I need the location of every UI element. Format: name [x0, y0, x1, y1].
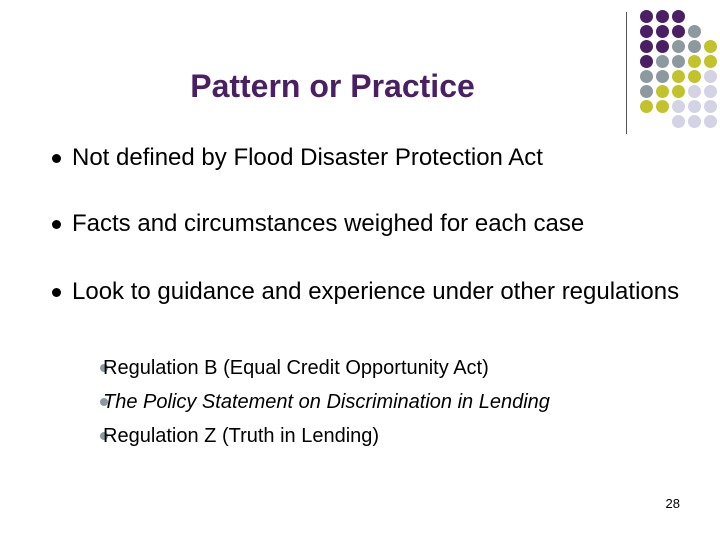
decor-dot: [688, 100, 701, 113]
decor-dot: [672, 10, 685, 23]
decor-dot: [672, 25, 685, 38]
decor-dot: [704, 115, 717, 128]
sub-bullet-text: Regulation B (Equal Credit Opportunity Act): [103, 357, 489, 379]
decor-dot: [640, 25, 653, 38]
decor-dot: [672, 40, 685, 53]
sub-bullet-text: Regulation Z (Truth in Lending): [103, 425, 380, 447]
sub-bullet-text: The Policy Statement on Discrimination in Lending: [103, 391, 550, 413]
decor-dot: [688, 25, 701, 38]
decor-dot: [640, 85, 653, 98]
decor-dot: [704, 70, 717, 83]
decor-dot: [640, 100, 653, 113]
decor-dot: [688, 70, 701, 83]
decor-dot: [640, 10, 653, 23]
decor-dot: [688, 115, 701, 128]
decor-dot: [704, 55, 717, 68]
bullet-dot-icon: [52, 154, 61, 163]
bullet-dot-icon: [52, 220, 61, 229]
dot-grid-icon: [638, 10, 720, 138]
decor-dot: [672, 115, 685, 128]
decor-dot: [704, 40, 717, 53]
decor-dot: [672, 100, 685, 113]
bullet-text: Look to guidance and experience under other regulations: [72, 278, 680, 305]
decor-dot: [672, 70, 685, 83]
decor-dot: [688, 55, 701, 68]
decor-dot: [704, 100, 717, 113]
slide-title: Pattern or Practice: [190, 68, 475, 104]
bullet-text: Not defined by Flood Disaster Protection Act: [72, 144, 543, 171]
bullet-dot-icon: [52, 288, 61, 297]
decor-dot: [656, 10, 669, 23]
decor-dot: [656, 70, 669, 83]
decor-dot: [640, 55, 653, 68]
decor-dot: [672, 55, 685, 68]
page-number: 28: [665, 496, 680, 511]
bullet-text: Facts and circumstances weighed for each case: [72, 210, 585, 237]
decor-dot: [688, 40, 701, 53]
decor-dot: [672, 85, 685, 98]
decor-dot: [656, 25, 669, 38]
decor-dot: [656, 55, 669, 68]
decor-dot: [656, 100, 669, 113]
title-divider: [626, 12, 627, 134]
decor-dot: [704, 85, 717, 98]
decor-dot: [688, 85, 701, 98]
decor-dot: [656, 40, 669, 53]
decor-dot: [640, 70, 653, 83]
decor-dot: [656, 85, 669, 98]
decor-dot: [640, 40, 653, 53]
